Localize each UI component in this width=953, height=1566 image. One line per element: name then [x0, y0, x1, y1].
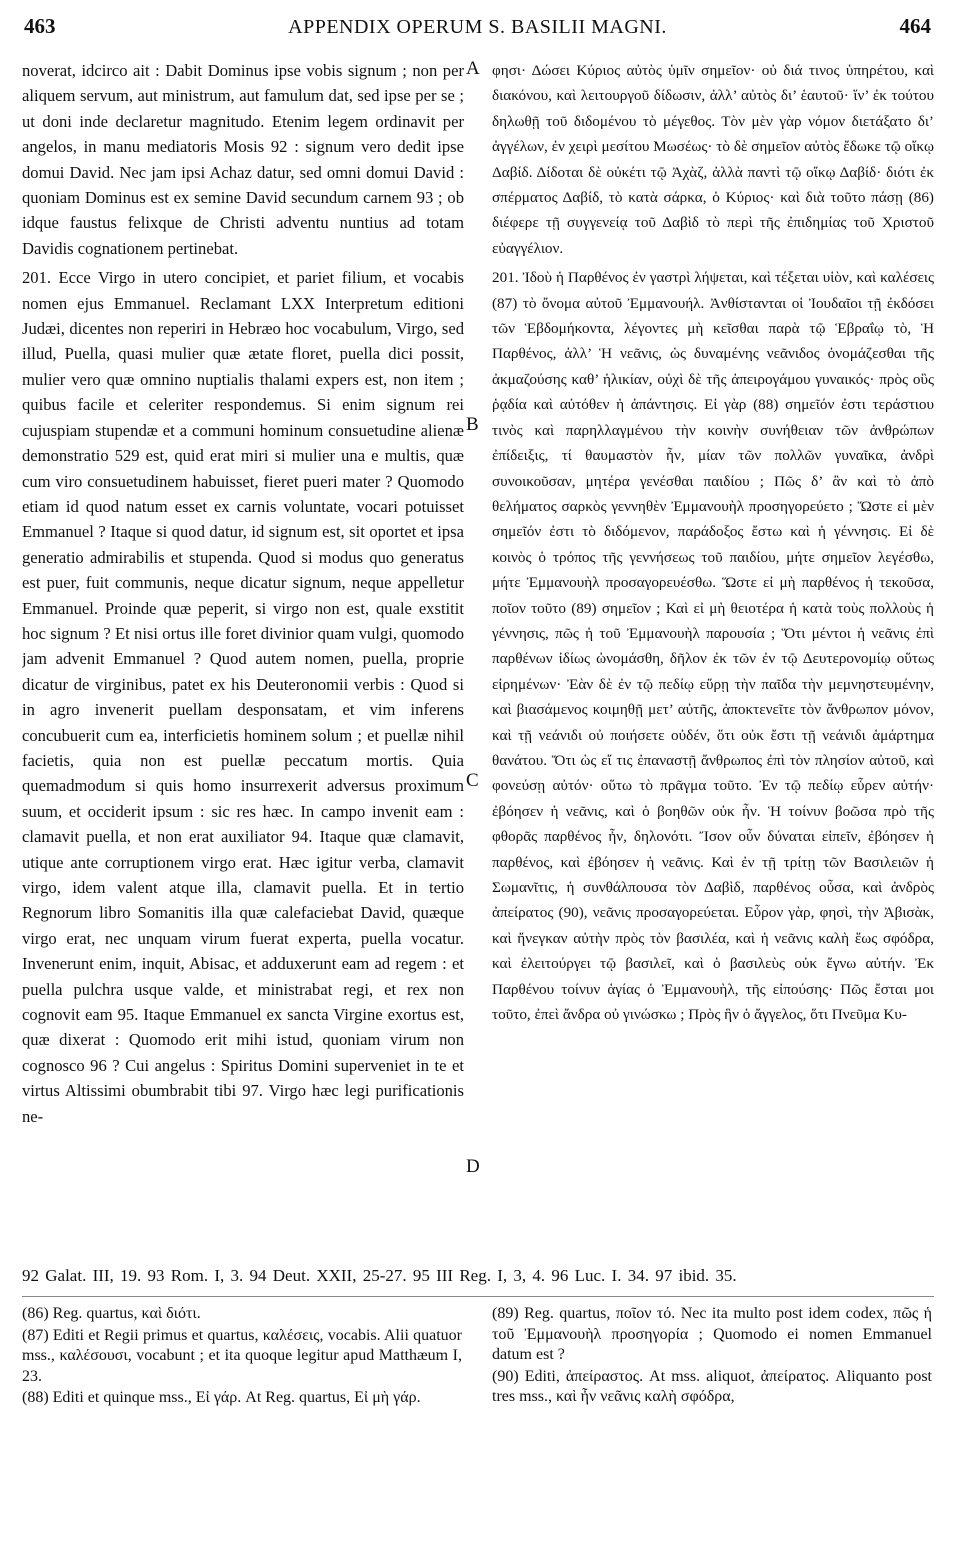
scripture-references: 92 Galat. III, 19. 93 Rom. I, 3. 94 Deut. XXII, 25-27. 95 III Reg. I, 3, 4. 96 Luc. I. 34. 97 ibid. 35. [22, 1266, 737, 1285]
footnote: (86) Reg. quartus, καὶ διότι. [22, 1305, 201, 1322]
greek-paragraph-2: 201. Ἰδοὺ ἡ Παρθένος ἐν γαστρὶ λήψεται, καὶ τέξεται υἱὸν, καὶ καλέσεις (87) τὸ ὄνομα αὐτοῦ Ἐμμανουήλ. Ἀνθίστανται οἱ Ἰουδαῖοι τῇ ἐκδόσει τῶν Ἑβδομήκοντα, λέγοντες μὴ κεῖσθαι παρὰ τῷ Ἑβραΐῳ τὸ, Ἡ Παρθένος, ἀλλ’ Ἡ νεᾶνις, ὡς δυναμένης νεᾶνιδος ὀνομάζεσθαι τῆς ἀκμαζούσης καθ’ ἡλικίαν, οὐχὶ δὲ τῆς ἀπειρογάμου γυναικός· πρὸς οὓς ῥᾳδία καὶ αὐτόθεν ἡ ἀπάντησις. Εἰ γὰρ (88) σημεῖόν ἐστι τεράστιου τινὸς καὶ παρηλλαγμένου τὴν κοινὴν συνήθειαν τῶν ἀνθρώπων ἐπίδειξις, τί θαυμαστὸν ἦν, μίαν τῶν πολλῶν γυναῖκα, ἀνδρὶ συνοικοῦσαν, μητέρα γενέσθαι παιδίου ; Πῶς δ’ ἂν καὶ τὸ ἀπὸ θελήματος σαρκὸς γεννηθὲν Ἐμμανουὴλ προσηγορεύετο ; Ὥστε εἰ μὲν σημεῖόν ἐστι τὸ διδόμενον, παράδοξος ἔστω καὶ ἡ γέννησις. Εἰ δὲ κοινὸς ὁ τρόπος τῆς γεννήσεως τοῦ παιδίου, μήτε σημεῖον λεγέσθω, μήτε Ἐμμανουὴλ προσαγορευέσθω. Ὥστε εἰ μὴ παρθένος ἡ τεκοῦσα, ποῖον τοῦτο (89) σημεῖον ; Καὶ εἰ μὴ θειοτέρα ἡ κατὰ τοὺς πολλοὺς ἡ γέννησις, πῶς ἡ τοῦ Ἐμμανουὴλ παρουσία ; Ὅτι μέντοι ἡ νεᾶνις ἐπὶ παρθένων ἰδίως ὠνομάσθη, δῆλον ἐκ τῶν ἐν τῷ Δευτερονομίῳ οὕτως εἰρημένων· Ἐὰν δὲ ἐν τῷ πεδίῳ εὕρῃ τὴν παῖδα τὴν μεμνηστευμένην, καὶ βιασάμενος κοιμηθῇ μετ’ αὐτῆς, ἀποκτενεῖτε τὸν ἄνθρωπον μόνον, καὶ τῇ νεάνιδι οὐ ποιήσετε οὐδέν, ὅτι οὐκ ἔστι τῇ νεάνιδι ἁμάρτημα θανάτου. Ὅτι ὡς εἴ τις ἐπαναστῇ ἄνθρωπος ἐπὶ τὸν πλησίον αὐτοῦ, καὶ φονεύσῃ αὐτόν· οὕτω τὸ πρᾶγμα τοῦτο. Ἐν τῷ πεδίῳ εὗρεν αὐτήν· ἐβόησεν ἡ νεᾶνις, καὶ ὁ βοηθῶν οὐκ ἦν. Ἡ τοίνυν βοῶσα πρὸ τῆς φθορᾶς παρθένος ἦν, δηλονότι. Ἴσον οὖν δύναται εἰπεῖν, ἐβόησεν ἡ παρθένος, καὶ ἐβόησεν ἡ νεᾶνις. Καὶ ἐν τῇ τρίτῃ τῶν Βασιλειῶν ἡ Σωμανῖτις, ἡ συνθάλπουσα τὸν Δαβὶδ, παρθένος οὖσα, καὶ ἀνδρὸς ἀπείρατος (90), νεᾶνις προσαγορεύεται. Εὗρον γὰρ, φησὶ, τὴν Ἀβισὰκ, καὶ ἤνεγκαν αὐτὴν πρὸς τὸν βασιλέα, καὶ ἡ νεᾶνις καλὴ ἕως σφόδρα, καὶ ἐλειτούργει τῷ βασιλεῖ, καὶ ὁ βασιλεὺς οὐκ ἔγνω αὐτήν. Ἐκ Παρθένου τοίνυν ἁγίας ὁ Ἐμμανουὴλ, τῆς εἰπούσης· Πῶς ἔσται μοι τοῦτο, ἐπεὶ ἄνδρα οὐ γινώσκω ; Πρὸς ἣν ὁ ἄγγελος, ὅτι Πνεῦμα Κυ- [492, 269, 934, 1024]
footnote: (90) Editi, ἀπείραστος. At mss. aliquot, ἀπείρατος. Aliquanto post tres mss., καὶ ἦν νεᾶνις καλὴ σφόδρα, [492, 1367, 932, 1405]
footnotes-left [22, 1304, 462, 1410]
margin-letter-a: A [466, 58, 480, 79]
greek-column [492, 58, 934, 1248]
latin-paragraph-2: 201. Ecce Virgo in utero concipiet, et pariet filium, et vocabis nomen ejus Emmanuel. Reclamant LXX Interpretum editioni Judæi, dicentes non reperiri in Hebræo hoc vocabulum, Virgo, sed illud, Puella, quasi mulier quæ ætate floret, puella dici possit, mulier vero quæ omnino nuptialis thalami expers est, non item ; quibus facile et celeriter respondemus. Si enim signum rei cujuspiam stupendæ et a communi hominum consuetudine alienæ demonstratio 529 est, quid erat miri si mulier una e multis, quæ cum viro consuetudinem habuisset, fieret pueri mater ? Quomodo etiam id quod natum esset ex carnis voluntate, vocari potuisset Emmanuel ? Itaque si quod datur, id signum est, sit oportet et ipsa generatio admirabilis et stupenda. Quod si modus quo generatus est puer, fuit communis, neque dicatur signum, neque appelletur Emmanuel. Proinde quæ peperit, si virgo non est, quale exstitit hoc signum ? Et nisi ortus ille foret divinior quam vulgi, quomodo jam advenit Emmanuel ? Quod autem nomen, puella, proprie dicatur de virginibus, patet ex his Deuteronomii verbis : Quod si in agro invenerit puellam desponsatam, et vim inferens concubuerit cum ea, interficietis hominem solum ; et puellæ nihil facietis, quia non est puellæ peccatum mortis. Quia quemadmodum si quis homo insurrexerit adversus proximum suum, et occiderit ipsum : sic res hæc. In campo invenit eam : clamavit puella, et non erat auxiliator 94. Itaque quæ clamavit, utique ante corruptionem virgo erat. Hæc igitur verba, clamavit virgo, idem valent atque illa, clamavit puella. Et in tertio Regnorum libro Somanitis illa quæ calefaciebat David, quæque virgo erat, nec unquam virum fuerat experta, puella vocatur. Invenerunt enim, inquit, Abisac, et adduxerunt eam ad regem : et puella pulchra usque valde, et ministrabat regi, et rex non cognovit eam 95. Itaque Emmanuel ex sancta Virgine exortus est, quæ dixerat : Quomodo erit mihi istud, quoniam virum non cognosco 96 ? Cui angelus : Spiritus Domini superveniet in te et virtus Altissimi obumbrabit tibi 97. Virgo hæc legi purificationis ne- [22, 268, 464, 1126]
margin-letter-column [464, 58, 488, 1248]
latin-paragraph-1: noverat, idcirco ait : Dabit Dominus ipse vobis signum ; non per aliquem servum, aut ministrum, aut famulum dat, sed ipse per se ; ut doni inde declaretur magnitudo. Etenim legem ordinavit per angelos, in manu mediatoris Mosis 92 : signum vero dedit ipse domui David. Nec jam ipsi Achaz datur, sed omni domui David : quoniam Dominus est ex semine David secundum carnem 93 ; ob idque faustus felixque de Christi adventu nuntius ad totam Davidis cognationem pertinebat. [22, 61, 464, 258]
running-header [20, 14, 935, 44]
margin-letter-b: B [466, 414, 479, 435]
margin-letter-c: C [466, 770, 479, 791]
footnote: (87) Editi et Regii primus et quartus, καλέσεις, vocabis. Alii quatuor mss., καλέσουσι, vocabunt ; et ita quoque legitur apud Matthæum I, 23. [22, 1326, 462, 1385]
footnote: (88) Editi et quinque mss., Εἰ γάρ. At Reg. quartus, Εἰ μὴ γάρ. [22, 1389, 421, 1406]
page-number-left: 463 [24, 14, 56, 38]
greek-paragraph-1: φησι· Δώσει Κύριος αὐτὸς ὑμῖν σημεῖον· οὐ διά τινος ὑπηρέτου, καὶ διακόνου, καὶ λειτουργοῦ δίδωσιν, ἀλλ’ αὐτὸς δι’ ἑαυτοῦ· ἵν’ ἐκ τούτου δηλωθῇ τοῦ διδομένου τὸ μέγεθος. Τὸν μὲν γὰρ νόμον διετάξατο δι’ ἀγγέλων, ἐν χειρὶ μεσίτου Μωσέως· τὸ δὲ σημεῖον αὐτὸς ἔδωκε τῷ οἴκῳ Δαβίδ. Δίδοται δὲ οὐκέτι τῷ Ἀχὰζ, ἀλλὰ παντὶ τῷ οἴκῳ Δαβίδ· διότι ἐκ σπέρματος Δαβίδ, τὸ κατὰ σάρκα, ὁ Κύριος· καὶ διὰ τοῦτο πάσῃ (86) διέφερε τῇ συγγενείᾳ τοῦ Δαβὶδ τὸ περὶ τῆς ἐπιδημίας τοῦ Χριστοῦ εὐαγγέλιον. [492, 62, 934, 257]
footnote: (89) Reg. quartus, ποῖον τό. Nec ita multo post idem codex, πῶς ἡ τοῦ Ἐμμανουὴλ προσηγορία ; Quomodo ei nomen Emmanuel datum est ? [492, 1305, 932, 1363]
footnote-divider [22, 1296, 934, 1297]
footnotes-right [492, 1304, 932, 1409]
latin-column [22, 58, 464, 1248]
running-title: APPENDIX OPERUM S. BASILII MAGNI. [288, 16, 667, 38]
page-number-right: 464 [899, 14, 931, 38]
margin-letter-d: D [466, 1156, 480, 1177]
